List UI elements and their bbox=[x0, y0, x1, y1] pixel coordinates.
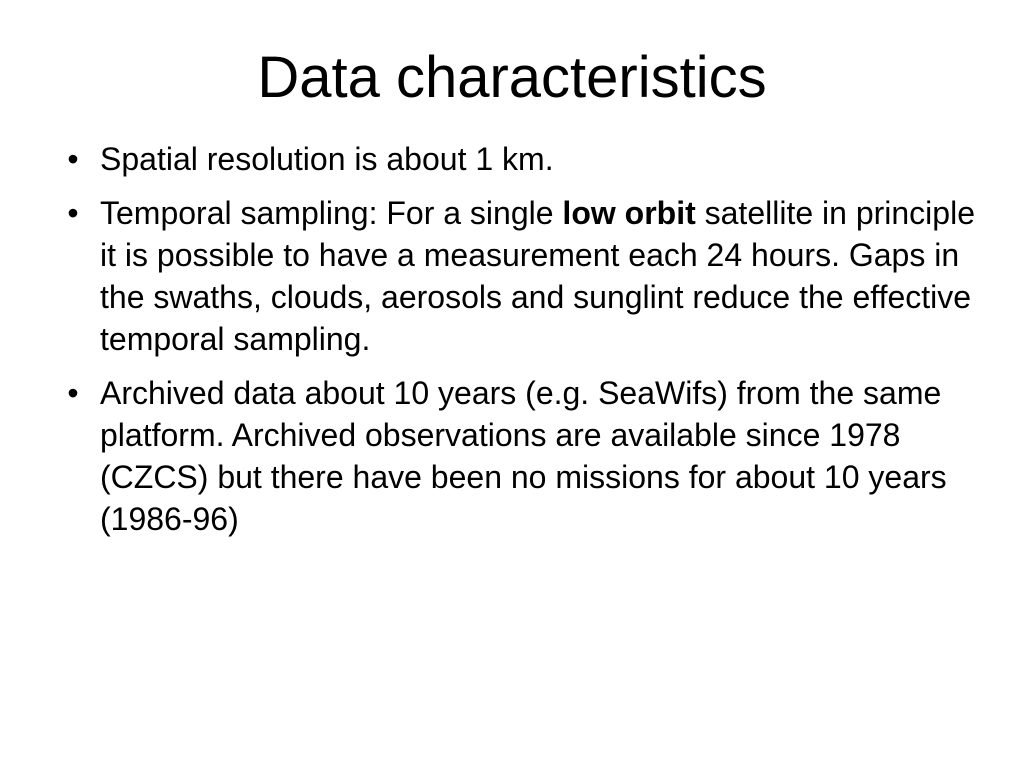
bullet-icon: • bbox=[67, 141, 79, 177]
bullet-icon: • bbox=[67, 195, 79, 231]
bullet-text: Archived data about 10 years (e.g. SeaWifs) from the same platform. Archived observations are available since 1978 (CZCS) but there have been no missions for about 10 years (1986-96) bbox=[100, 375, 947, 537]
bullet-item-archived-data bbox=[58, 372, 978, 540]
bullet-text-start: Temporal sampling: For a single bbox=[100, 195, 563, 231]
bullet-text-bold: low orbit bbox=[562, 195, 696, 231]
bullet-text bbox=[100, 195, 975, 357]
bullet-item-temporal-sampling bbox=[58, 192, 978, 360]
slide-title: Data characteristics bbox=[257, 45, 767, 110]
bullet-icon: • bbox=[67, 375, 79, 411]
bullet-text: Spatial resolution is about 1 km. bbox=[100, 141, 554, 177]
bullet-list bbox=[58, 138, 978, 552]
bullet-text-end: satellite in principle it is possible to have a measurement each 24 hours. Gaps in the swaths, clouds, aerosols and sunglint reduce the effective temporal sampling. bbox=[100, 195, 975, 357]
bullet-item-spatial-resolution bbox=[58, 138, 978, 180]
